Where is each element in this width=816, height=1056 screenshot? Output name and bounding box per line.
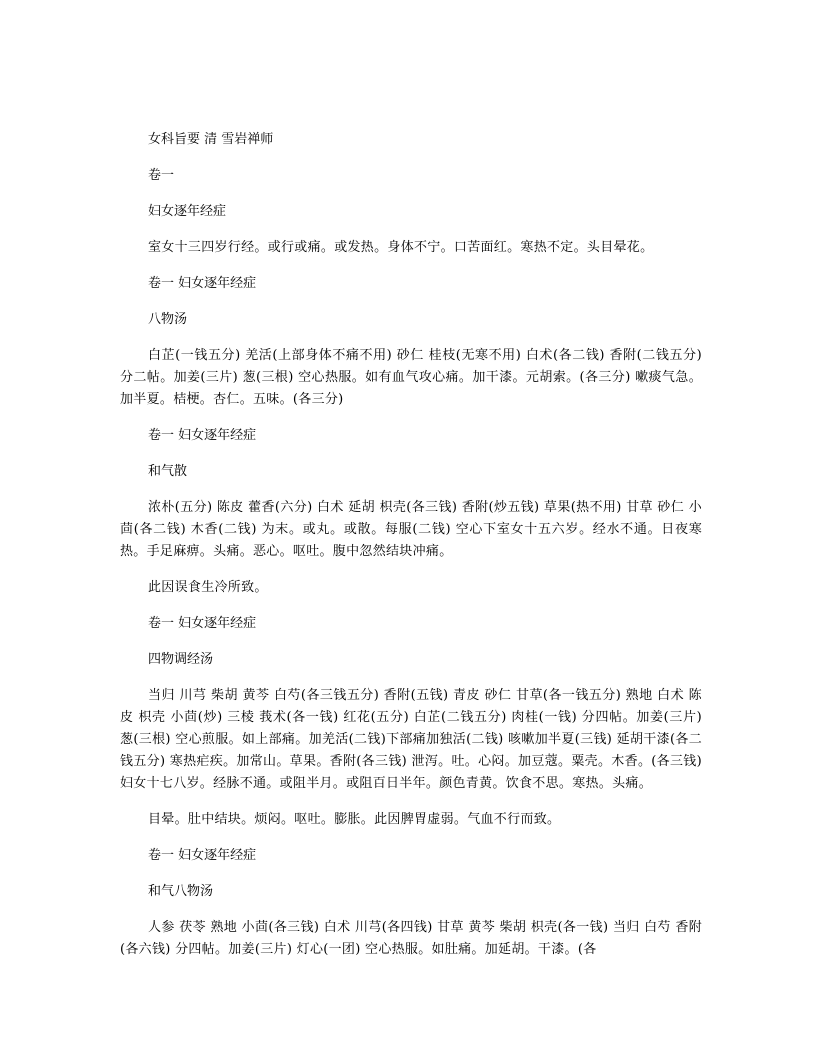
intro-paragraph: 室女十三四岁行经。或行或痛。或发热。身体不宁。口苦面红。寒热不定。头目晕花。 <box>148 240 654 255</box>
volume-heading: 卷一 <box>148 168 175 183</box>
recipe-title: 和气八物汤 <box>148 884 214 899</box>
section-reference: 卷一 妇女逐年经症 <box>148 276 257 291</box>
section-reference: 卷一 妇女逐年经症 <box>148 848 257 863</box>
recipe-title: 四物调经汤 <box>148 652 214 667</box>
section-reference: 卷一 妇女逐年经症 <box>148 428 257 443</box>
recipe-body: 浓朴(五分) 陈皮 藿香(六分) 白术 延胡 枳壳(各三钱) 香附(炒五钱) 草果(热不用) 甘草 砂仁 小茴(各二钱) 木香(二钱) 为末。或丸。或散。每服(二钱) 空心下室女十五六岁。经水不通。日夜寒热。手足麻痹。头痛。恶心。呕吐。腹中忽然结块冲痛。 <box>120 500 702 559</box>
recipe-title: 和气散 <box>148 464 188 479</box>
recipe-note: 此因误食生冷所致。 <box>148 580 268 595</box>
section-reference: 卷一 妇女逐年经症 <box>148 616 257 631</box>
recipe-body: 白芷(一钱五分) 羌活(上部身体不痛不用) 砂仁 桂枝(无寒不用) 白术(各二钱) 香附(二钱五分) 分二帖。加姜(三片) 葱(三根) 空心热服。如有血气攻心痛。加干漆。元胡索。(各三分) 嗽痰气急。加半夏。桔梗。杏仁。五味。(各三分) <box>120 348 702 407</box>
recipe-body: 人参 茯苓 熟地 小茴(各三钱) 白术 川芎(各四钱) 甘草 黄芩 柴胡 枳壳(各一钱) 当归 白芍 香附(各六钱) 分四帖。加姜(三片) 灯心(一团) 空心热服。如肚痛。加延胡。干漆。(各 <box>120 920 702 957</box>
section-heading: 妇女逐年经症 <box>148 204 227 219</box>
recipe-title: 八物汤 <box>148 312 188 327</box>
recipe-body: 当归 川芎 柴胡 黄芩 白芍(各三钱五分) 香附(五钱) 青皮 砂仁 甘草(各一钱五分) 熟地 白术 陈皮 枳壳 小茴(炒) 三棱 莪术(各一钱) 红花(五分) 白芷(二钱五分) 肉桂(一钱) 分四帖。加姜(三片) 葱(三根) 空心煎服。如上部痛。加羌活(二钱)下部痛加独活(二钱) 咳嗽加半夏(三钱) 延胡干漆(各二钱五分) 寒热疟疾。加常山。草果。香附(各三钱) 泄泻。吐。心闷。加豆蔻。粟壳。木香。(各三钱)妇女十七八岁。经脉不通。或阻半月。或阻百日半年。颜色青黄。饮食不思。寒热。头痛。 <box>120 688 702 791</box>
recipe-note: 目晕。肚中结块。烦闷。呕吐。膨胀。此因脾胃虚弱。气血不行而致。 <box>148 812 561 827</box>
document-body <box>120 129 702 961</box>
title-line: 女科旨要 清 雪岩禅师 <box>148 132 274 147</box>
